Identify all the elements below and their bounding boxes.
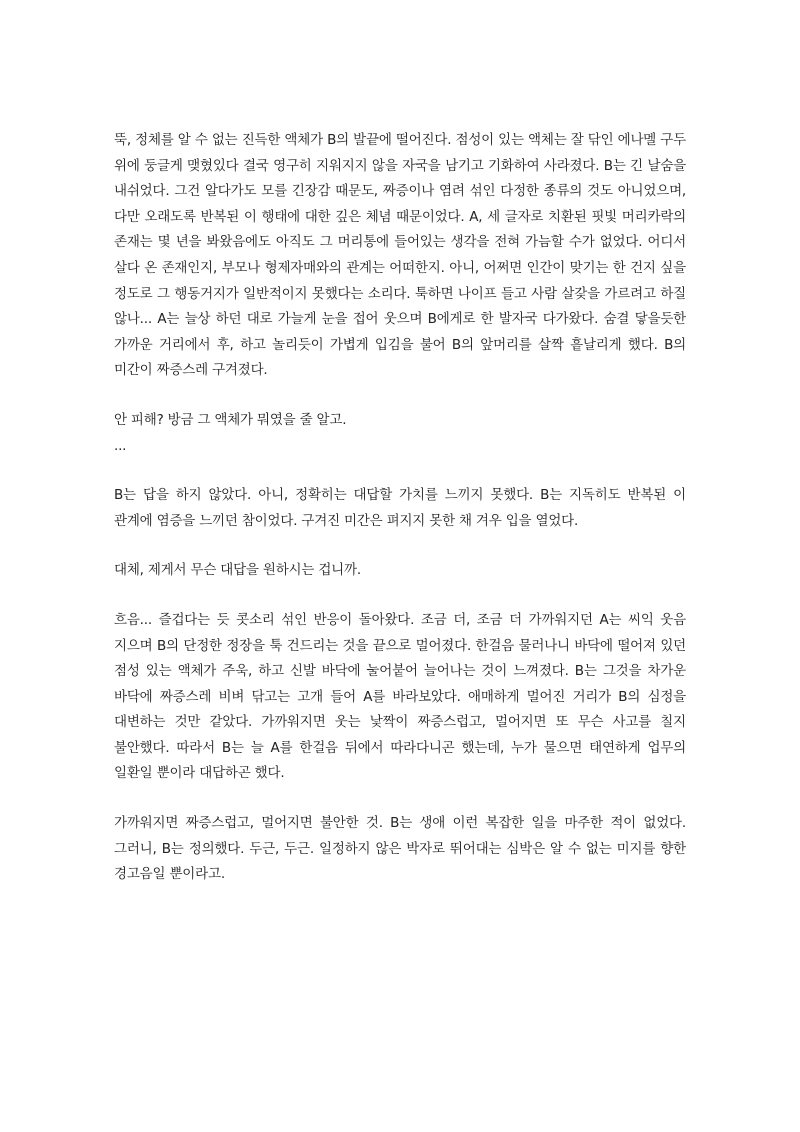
document-body [114,128,686,888]
paragraph-7: 가까워지면 짜증스럽고, 멀어지면 불안한 것. B는 생애 이런 복잡한 일을 마주한 적이 없었다. 그러니, B는 정의했다. 두근, 두근. 일정하지 않은 박자로 뛰어대는 심박은 알 수 없는 미지를 향한 경고음일 뿐이라고. [114,815,686,883]
paragraph-5-dialogue: 대체, 제게서 무슨 대답을 원하시는 겁니까. [114,562,361,579]
paragraph-1: 뚝, 정체를 알 수 없는 진득한 액체가 B의 발끝에 떨어진다. 점성이 있는 액체는 잘 닦인 에나멜 구두 위에 둥글게 맺혔있다 결국 영구히 지워지지 않을 자국을 남기고 기화하여 사라졌다. B는 긴 날숨을 내쉬었다. 그건 알다가도 모를 긴장감 때문도, 짜증이나 염려 섞인 다정한 종류의 것도 아니었으며, 다만 오래도록 반복된 이 행태에 대한 깊은 체념 때문이었다. A, 세 글자로 치환된 핏빛 머리카락의 존재는 몇 년을 봐왔음에도 아직도 그 머리통에 들어있는 생각을 전혀 가늠할 수가 없었다. 어디서 살다 온 존재인지, 부모나 형제자매와의 관계는 어떠한지. 아니, 어쩌면 인간이 맞기는 한 건지 싶을 정도로 그 행동거지가 일반적이지 못했다는 소리다. 툭하면 나이프 들고 사람 살갗을 가르려고 하질 않나... A는 늘상 하던 대로 가늘게 눈을 접어 웃으며 B에게로 한 발자국 다가왔다. 숨결 닿을듯한 가까운 거리에서 후, 하고 놀리듯이 가볍게 입김을 불어 B의 앞머리를 살짝 흩날리게 했다. B의 미간이 짜증스레 구겨졌다. [114,132,686,379]
paragraph-2-dialogue: 안 피해? 방금 그 액체가 뭐였을 줄 알고. [114,411,347,428]
paragraph-6: 흐음... 즐겁다는 듯 콧소리 섞인 반응이 돌아왔다. 조금 더, 조금 더 가까워지던 A는 씨익 웃음 지으며 B의 단정한 정장을 툭 건드리는 것을 끝으로 멀어졌다. 한걸음 물러나니 바닥에 떨어져 있던 점성 있는 액체가 주욱, 하고 신발 바닥에 눌어붙어 늘어나는 것이 느껴졌다. B는 그것을 차가운 바닥에 짜증스레 비벼 닦고는 고개 들어 A를 바라보았다. 애매하게 멀어진 거리가 B의 심정을 대변하는 것만 같았다. 가까워지면 웃는 낯짝이 짜증스럽고, 멀어지면 또 무슨 사고를 칠지 불안했다. 따라서 B는 늘 A를 한걸음 뒤에서 따라다니곤 했는데, 누가 물으면 태연하게 업무의 일환일 뿐이라 대답하곤 했다. [114,611,686,782]
paragraph-4: B는 답을 하지 않았다. 아니, 정확히는 대답할 가치를 느끼지 못했다. B는 지독히도 반복된 이 관계에 염증을 느끼던 참이었다. 구겨진 미간은 펴지지 못한 채 겨우 입을 열었다. [114,487,686,529]
paragraph-3-ellipsis: ... [114,437,127,454]
